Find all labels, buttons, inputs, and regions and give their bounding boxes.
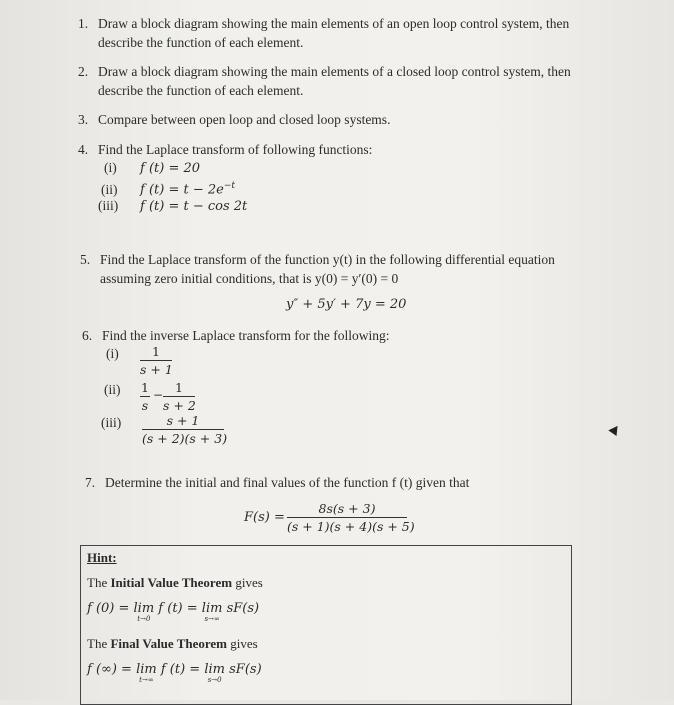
theorem-name: Final Value Theorem: [110, 636, 228, 651]
item-label: (iii): [98, 198, 119, 213]
transfer-function-lhs: F(s) =: [244, 510, 285, 525]
text: gives: [232, 575, 263, 590]
question-3: [78, 110, 390, 129]
question-number: 3.: [78, 112, 89, 127]
transfer-function-fraction: [287, 501, 415, 534]
question-number: 6.: [82, 328, 93, 343]
lim-subscript: t→∞: [139, 676, 154, 684]
question-number: 5.: [80, 252, 91, 267]
question-1: [78, 14, 569, 52]
question-text: Find the Laplace transform of following functions:: [98, 142, 373, 157]
hint-title: Hint:: [87, 550, 117, 565]
limit-operator: [204, 662, 225, 692]
item-expression: f (t) = 20: [140, 161, 201, 176]
final-value-theorem-label: [87, 636, 258, 652]
lim-subscript: s→0: [207, 676, 222, 684]
item-expression: f (t) = t − cos 2t: [140, 199, 248, 214]
lim-text: lim: [204, 662, 225, 677]
question-5: [80, 250, 555, 288]
q4-item-i: [104, 158, 200, 178]
fraction-bar: [163, 396, 195, 397]
denominator: s + 2: [163, 398, 196, 413]
q4-item-iii: [98, 196, 247, 216]
item-label: (ii): [101, 181, 118, 197]
item-label: (i): [104, 160, 117, 175]
limit-operator: [134, 601, 155, 631]
question-text: Compare between open loop and closed loop systems.: [98, 112, 391, 127]
fraction-bar: [140, 360, 172, 361]
minus-sign: −: [153, 388, 164, 402]
numerator: 1: [175, 380, 183, 395]
text: The: [87, 636, 111, 651]
item-label: (iii): [101, 415, 122, 430]
formula-part: f (t) =: [156, 662, 205, 677]
lim-text: lim: [201, 601, 223, 616]
question-text: Find the Laplace transform of the function y(t) in the following differential equation: [100, 252, 555, 267]
theorem-name: Initial Value Theorem: [110, 575, 233, 590]
lim-text: lim: [136, 662, 157, 677]
final-value-formula: [87, 662, 262, 692]
text: gives: [227, 636, 258, 651]
question-text: describe the function of each element.: [98, 35, 304, 50]
question-number: 2.: [78, 64, 89, 79]
item-label: (ii): [104, 382, 121, 397]
question-text: Find the inverse Laplace transform for the following:: [102, 328, 390, 343]
fraction-1-over-s-plus-1: [140, 344, 172, 377]
question-7: [85, 473, 469, 492]
numerator: 1: [141, 380, 149, 395]
lim-text: lim: [133, 601, 155, 616]
denominator: s + 1: [140, 362, 173, 377]
question-number: 7.: [85, 475, 96, 490]
initial-value-theorem-label: [87, 575, 263, 591]
formula-part: sF(s): [222, 601, 260, 616]
fraction-bar: [287, 517, 407, 518]
item-expression: f (t) = t − 2e: [140, 182, 224, 198]
question-number: 1.: [78, 16, 89, 31]
formula-part: f (0) =: [87, 601, 134, 616]
question-text: Determine the initial and final values of the function f (t) given that: [105, 475, 470, 490]
fraction-1-over-s: [140, 380, 150, 413]
fraction-s-plus-1-over-product: [142, 413, 228, 446]
question-2: [78, 62, 571, 100]
question-text: Draw a block diagram showing the main elements of an open loop control system, then: [98, 16, 570, 31]
fraction-1-over-s-plus-2: [163, 380, 195, 413]
text: The: [87, 575, 111, 590]
formula-part: f (∞) =: [87, 662, 137, 677]
denominator: s: [141, 398, 149, 413]
fraction-bar: [142, 429, 224, 430]
formula-part: f (t) =: [154, 601, 202, 616]
question-number: 4.: [78, 142, 89, 157]
question-text: describe the function of each element.: [98, 83, 304, 98]
limit-operator: [202, 601, 223, 631]
question-6: [82, 326, 390, 345]
hint-box: [80, 545, 572, 705]
question-4: [78, 140, 372, 159]
formula-part: sF(s): [225, 662, 262, 677]
item-exponent: −t: [223, 181, 235, 191]
mouse-pointer-icon: [608, 423, 621, 436]
lim-subscript: s→∞: [204, 615, 220, 623]
numerator: 8s(s + 3): [318, 501, 376, 516]
denominator: (s + 2)(s + 3): [142, 431, 228, 446]
numerator: s + 1: [166, 413, 200, 428]
initial-value-formula: [87, 601, 259, 631]
lim-subscript: t→0: [137, 615, 151, 623]
numerator: 1: [152, 344, 160, 359]
denominator: (s + 1)(s + 4)(s + 5): [287, 519, 415, 534]
differential-equation: y″ + 5y′ + 7y = 20: [286, 297, 407, 312]
limit-operator: [136, 662, 157, 692]
question-text: Draw a block diagram showing the main elements of a closed loop control system, then: [98, 64, 571, 79]
question-text: assuming zero initial conditions, that is y(0) = y′(0) = 0: [100, 271, 399, 286]
fraction-bar: [140, 396, 150, 397]
item-label: (i): [106, 346, 119, 361]
